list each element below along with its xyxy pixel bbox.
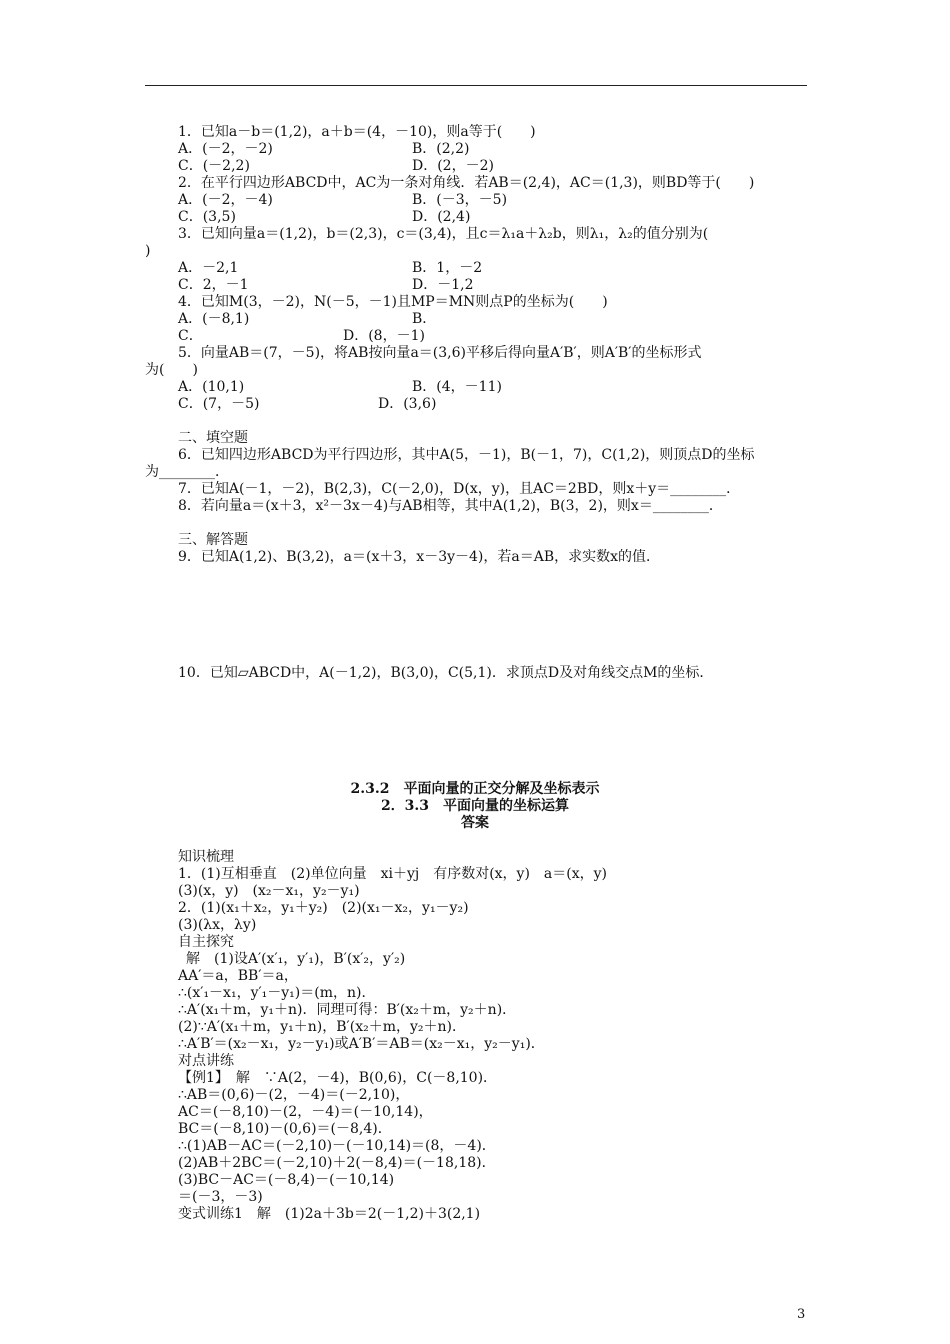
exercise-line: D．(2,4) <box>412 209 471 225</box>
answer-line: 自主探究 <box>178 934 234 950</box>
exercise-line: 7．已知A(－1，－2)，B(2,3)，C(－2,0)，D(x，y)，且AC＝2BD，则x＋y＝________． <box>178 481 741 497</box>
exercise-line: D．(8，－1) <box>343 328 425 344</box>
answer-line: ∴(x′₁－x₁，y′₁－y₁)＝(m，n)． <box>178 985 376 1001</box>
answer-line: 变式训练1 解 (1)2a＋3b＝2(－1,2)＋3(2,1) <box>178 1206 481 1222</box>
answer-line: (2)∵A′(x₁＋m，y₁＋n)，B′(x₂＋m，y₂＋n)． <box>178 1019 466 1035</box>
exercise-line: C．2，－1 <box>178 277 249 293</box>
exercise-line: 3．已知向量a＝(1,2)，b＝(2,3)，c＝(3,4)，且c＝λ₁a＋λ₂b，则λ₁，λ₂的值分别为( <box>178 226 709 242</box>
exercise-line: C． <box>178 328 203 344</box>
section-heading: 答案 <box>461 815 489 831</box>
page-number: 3 <box>797 1307 806 1322</box>
answer-line: 对点讲练 <box>178 1053 234 1069</box>
answer-line: 2．(1)(x₁＋x₂，y₁＋y₂) (2)(x₁－x₂，y₁－y₂) <box>178 900 469 916</box>
exercise-line: D．(2，－2) <box>412 158 494 174</box>
answer-line: ＝(－3，－3) <box>178 1189 263 1205</box>
answer-line: ∴(1)AB－AC＝(－2,10)－(－10,14)＝(8，－4)． <box>178 1138 496 1154</box>
exercise-line: B． <box>412 311 437 327</box>
exercise-line: D．(3,6) <box>378 396 437 412</box>
exercise-line: B．1，－2 <box>412 260 483 276</box>
exercise-line: B．(4，－11) <box>412 379 502 395</box>
exercise-line: B．(－3，－5) <box>412 192 508 208</box>
answer-line: 1．(1)互相垂直 (2)单位向量 xi＋yj 有序数对(x，y) a＝(x，y) <box>178 866 607 882</box>
exercise-line: A．－2,1 <box>178 260 239 276</box>
exercise-line: 为________． <box>145 464 229 480</box>
exercise-line: 为( ) <box>145 362 198 378</box>
answer-line: (3)BC－AC＝(－8,4)－(－10,14) <box>178 1172 395 1188</box>
exercise-line: 二、填空题 <box>178 430 248 446</box>
exercise-line: A．(10,1) <box>178 379 245 395</box>
exercise-line: B．(2,2) <box>412 141 470 157</box>
answer-line: AA′＝a，BB′＝a， <box>178 968 298 984</box>
exercise-line: 5．向量AB＝(7，－5)，将AB按向量a＝(3,6)平移后得向量A′B′，则A′B′的坐标形式 <box>178 345 702 361</box>
exercise-line: 2．在平行四边形ABCD中，AC为一条对角线．若AB＝(2,4)，AC＝(1,3)，则BD等于( ) <box>178 175 755 191</box>
answer-line: (3)(x，y) (x₂－x₁，y₂－y₁) <box>178 883 360 899</box>
answer-line: ∴A′B′＝(x₂－x₁，y₂－y₁)或A′B′＝AB＝(x₂－x₁，y₂－y₁)． <box>178 1036 545 1052</box>
exercise-line: 10．已知▱ABCD中，A(－1,2)，B(3,0)，C(5,1)．求顶点D及对角线交点M的坐标． <box>178 665 714 681</box>
exercise-line: 9．已知A(1,2)、B(3,2)，a＝(x＋3，x－3y－4)，若a＝AB，求实数x的值． <box>178 549 661 565</box>
answer-line: (2)AB＋2BC＝(－2,10)＋2(－8,4)＝(－18,18)． <box>178 1155 496 1171</box>
exercise-line: A．(－2，－2) <box>178 141 273 157</box>
answer-line: ∴A′(x₁＋m，y₁＋n)．同理可得：B′(x₂＋m，y₂＋n)． <box>178 1002 517 1018</box>
exercise-line: 1．已知a－b＝(1,2)，a＋b＝(4，－10)，则a等于( ) <box>178 124 536 140</box>
answer-line: ∴AB＝(0,6)－(2，－4)＝(－2,10)， <box>178 1087 410 1103</box>
answer-line: 知识梳理 <box>178 849 234 865</box>
answer-line: AC＝(－8,10)－(2，－4)＝(－10,14)， <box>178 1104 433 1120</box>
section-heading: 2.3.2 平面向量的正交分解及坐标表示 <box>350 781 600 797</box>
answer-line: (3)(λx，λy) <box>178 917 257 933</box>
exercise-line: 4．已知M(3，－2)，N(－5，－1)且MP＝MN则点P的坐标为( ) <box>178 294 608 310</box>
answer-line: 【例1】 解 ∵A(2，－4)，B(0,6)，C(－8,10)． <box>178 1070 498 1086</box>
exercise-line: 8．若向量a＝(x＋3，x²－3x－4)与AB相等，其中A(1,2)，B(3，2)，则x＝________． <box>178 498 723 514</box>
header-rule <box>145 85 807 86</box>
exercise-line: A．(－8,1) <box>178 311 250 327</box>
exercise-line: ) <box>145 243 151 259</box>
answer-line: BC＝(－8,10)－(0,6)＝(－8,4)． <box>178 1121 392 1137</box>
exercise-line: C．(7，－5) <box>178 396 260 412</box>
exercise-line: A．(－2，－4) <box>178 192 273 208</box>
section-heading: 2．3.3 平面向量的坐标运算 <box>380 798 570 814</box>
exercise-line: C．(－2,2) <box>178 158 250 174</box>
exercise-line: 三、解答题 <box>178 532 248 548</box>
answer-line: 解 (1)设A′(x′₁，y′₁)，B′(x′₂，y′₂) <box>186 951 406 967</box>
exercise-line: 6．已知四边形ABCD为平行四边形，其中A(5，－1)，B(－1，7)，C(1,2)，则顶点D的坐标 <box>178 447 755 463</box>
exercise-line: C．(3,5) <box>178 209 236 225</box>
exercise-line: D．－1,2 <box>412 277 474 293</box>
